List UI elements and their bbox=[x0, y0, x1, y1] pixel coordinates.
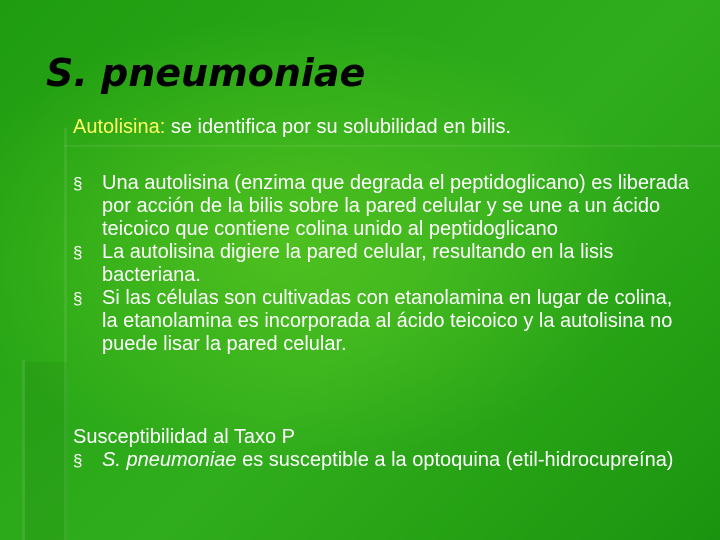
list-item bbox=[73, 241, 693, 287]
slide-title: S. pneumoniae bbox=[46, 51, 366, 95]
bullet-icon: § bbox=[73, 289, 83, 308]
autolisina-text: se identifica por su solubilidad en bilis. bbox=[165, 116, 512, 138]
list-item-text: La autolisina digiere la pared celular, resultando en la lisis bacteriana. bbox=[102, 241, 614, 286]
decorative-block bbox=[25, 362, 67, 540]
bullet-icon: § bbox=[73, 451, 83, 470]
list-item-text: es susceptible a la optoquina (etil-hidrocupreína) bbox=[236, 449, 674, 471]
bullet-icon: § bbox=[73, 243, 83, 262]
section-heading: Susceptibilidad al Taxo P bbox=[73, 426, 295, 448]
bullet-list bbox=[73, 172, 693, 356]
autolisina-line bbox=[73, 116, 511, 139]
decorative-line bbox=[64, 128, 67, 540]
bullet-icon: § bbox=[73, 174, 83, 193]
susceptibility-section bbox=[73, 426, 693, 472]
list-item-text: Una autolisina (enzima que degrada el peptidoglicano) es liberada por acción de la bilis sobre la pared celular y se une a un ácido teicoico que contiene colina unido al peptidoglicano bbox=[102, 172, 690, 240]
list-item bbox=[73, 172, 693, 241]
list-item bbox=[73, 449, 693, 472]
list-item-text: Si las células son cultivadas con etanolamina en lugar de colina, la etanolamina es incorporada al ácido teicoico y la autolisina no puede lisar la pared celular. bbox=[102, 287, 673, 355]
autolisina-label: Autolisina: bbox=[73, 116, 166, 138]
species-name: S. pneumoniae bbox=[102, 449, 237, 471]
decorative-line bbox=[22, 360, 25, 540]
list-item bbox=[73, 287, 693, 356]
decorative-line bbox=[64, 145, 720, 147]
bullet-list bbox=[73, 449, 693, 472]
